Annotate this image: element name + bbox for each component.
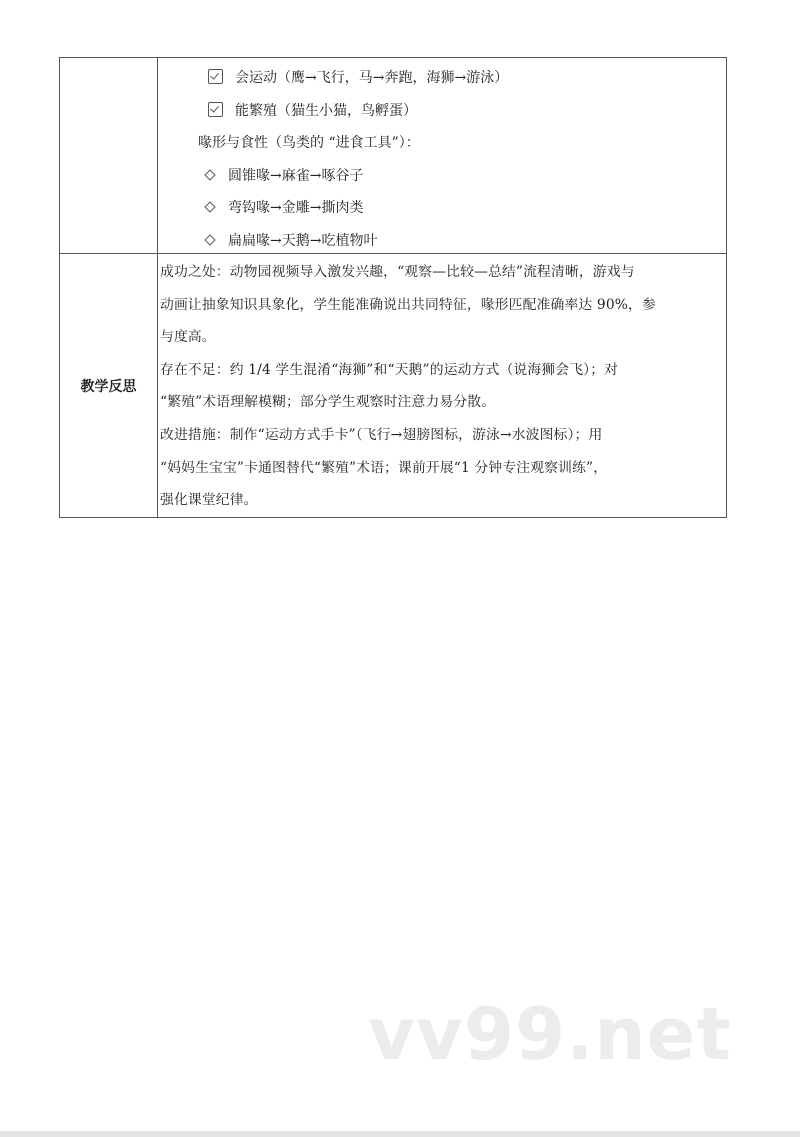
reflection-line: “妈妈生宝宝”卡通图替代“繁殖”术语；课前开展“1 分钟专注观察训练”， (160, 459, 608, 476)
diamond-bullet-icon (204, 234, 215, 245)
reflection-line: 成功之处：动物园视频导入激发兴趣，“观察—比较—总结”流程清晰，游戏与 (160, 264, 635, 280)
reflection-line: 强化课堂纪律。 (160, 492, 258, 509)
beak-item-text: 弯钩喙→金雕→撕肉类 (228, 200, 364, 216)
features-label-cell (60, 58, 158, 254)
checkbox-checked-icon (208, 102, 223, 117)
beak-item (198, 192, 726, 225)
features-row (60, 58, 727, 254)
reflection-row (60, 254, 727, 518)
diamond-bullet-icon (204, 169, 215, 180)
reflection-line: “繁殖”术语理解模糊；部分学生观察时注意力易分散。 (160, 394, 496, 411)
diamond-bullet-icon (204, 201, 215, 212)
beak-heading: 喙形与食性（鸟类的 “进食工具”）： (198, 135, 420, 151)
watermark: vv99.net (368, 992, 732, 1076)
reflection-line: 改进措施：制作“运动方式手卡”（飞行→翅膀图标，游泳→水波图标）；用 (160, 426, 603, 443)
reflection-cell (158, 254, 727, 518)
lesson-table (59, 57, 727, 518)
reflection-line: 动画让抽象知识具象化，学生能准确说出共同特征，喙形匹配准确率达 90%，参 (160, 296, 656, 313)
checklist-text: 能繁殖（猫生小猫，鸟孵蛋） (235, 102, 417, 119)
checklist-item (208, 95, 726, 128)
beak-item (198, 160, 726, 193)
beak-item (198, 225, 726, 258)
reflection-label: 教学反思 (60, 254, 158, 518)
features-cell (158, 58, 727, 254)
page-bottom-bar (0, 1131, 800, 1137)
reflection-line: 存在不足：约 1/4 学生混淆“海狮”和“天鹅”的运动方式（说海狮会飞）；对 (160, 361, 619, 378)
checkbox-checked-icon (208, 69, 223, 84)
beak-item-text: 扁扁喙→天鹅→吃植物叶 (228, 232, 378, 249)
reflection-line: 与度高。 (160, 329, 216, 346)
checklist-item (208, 62, 726, 95)
beak-item-text: 圆锥喙→麻雀→啄谷子 (228, 167, 364, 184)
checklist-text: 会运动（鹰→飞行，马→奔跑，海狮→游泳） (235, 70, 509, 86)
